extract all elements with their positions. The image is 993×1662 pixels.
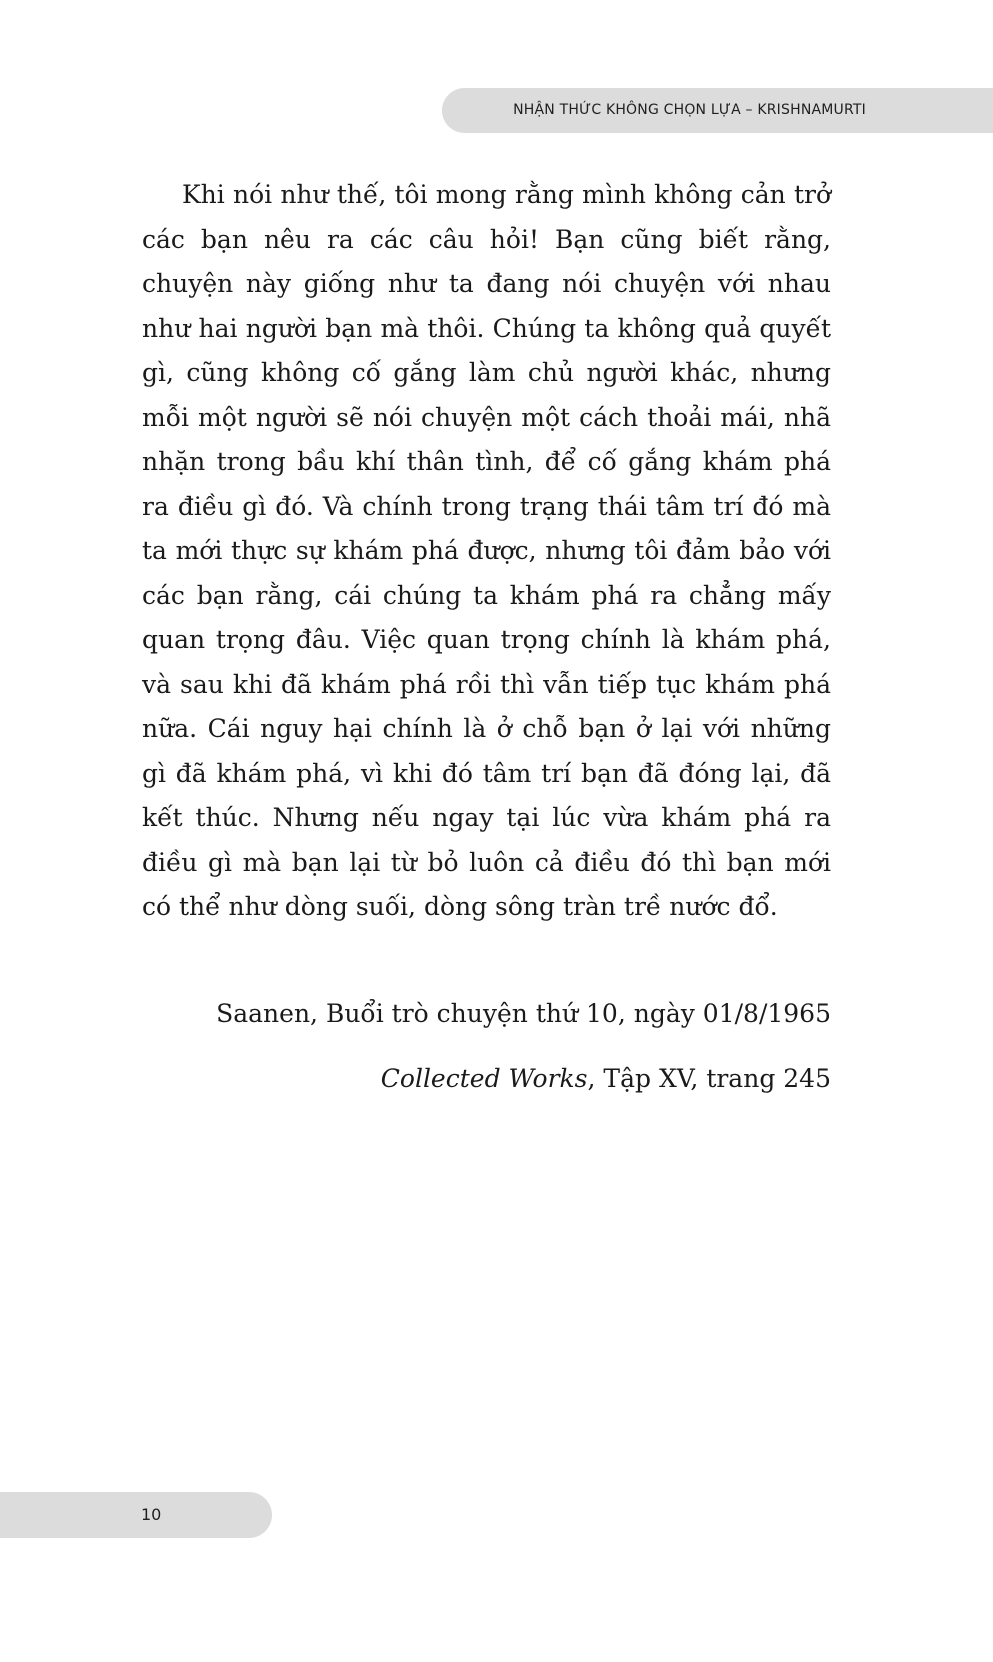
page-footer (0, 1492, 272, 1538)
running-header (442, 88, 993, 133)
running-header-title: NHẬN THỨC KHÔNG CHỌN LỰA – KRISHNAMURTI (513, 102, 866, 118)
source-citation: Saanen, Buổi trò chuyện thứ 10, ngày 01/8/1965 (216, 999, 831, 1028)
page-number: 10 (141, 1505, 162, 1524)
collection-detail: , Tập XV, trang 245 (587, 1064, 831, 1093)
body-paragraph: Khi nói như thế, tôi mong rằng mình không cản trở các bạn nêu ra các câu hỏi! Bạn cũng biết rằng, chuyện này giống như ta đang nói chuyện với nhau như hai người bạn mà thôi. Chúng ta không quả quyết gì, cũng không cố gắng làm chủ người khác, nhưng mỗi một người sẽ nói chuyện một cách thoải mái, nhã nhặn trong bầu khí thân tình, để cố gắng khám phá ra điều gì đó. Và chính trong trạng thái tâm trí đó mà ta mới thực sự khám phá được, nhưng tôi đảm bảo với các bạn rằng, cái chúng ta khám phá ra chẳng mấy quan trọng đâu. Việc quan trọng chính là khám phá, và sau khi đã khám phá rồi thì vẫn tiếp tục khám phá nữa. Cái nguy hại chính là ở chỗ bạn ở lại với những gì đã khám phá, vì khi đó tâm trí bạn đã đóng lại, đã kết thúc. Nhưng nếu ngay tại lúc vừa khám phá ra điều gì mà bạn lại từ bỏ luôn cả điều đó thì bạn mới có thể như dòng suối, dòng sông tràn trề nước đổ. (142, 180, 831, 921)
collection-citation (381, 1057, 831, 1101)
collection-title: Collected Works (380, 1064, 588, 1093)
